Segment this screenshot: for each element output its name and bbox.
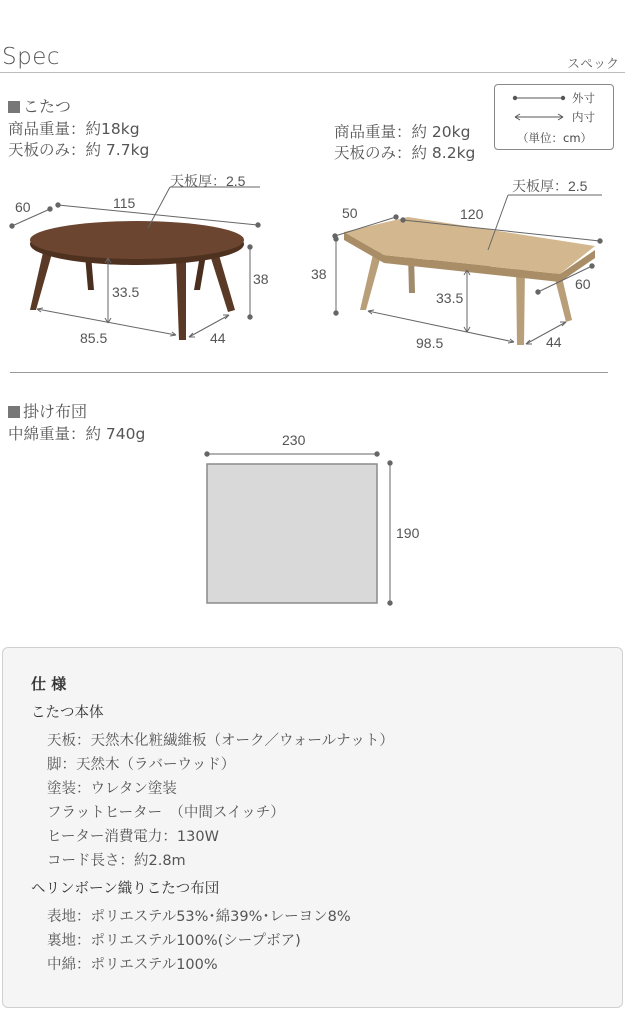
futon-shape	[207, 464, 377, 603]
legend-unit: （単位：cm）	[517, 131, 593, 145]
futon-diagram	[200, 445, 400, 615]
right-dim-inner-depth: 44	[546, 334, 562, 350]
right-table-leg	[516, 267, 525, 345]
spec-group-title: ヘリンボーン織りこたつ布団	[31, 881, 220, 897]
right-table-diagram	[300, 170, 620, 360]
legend-inner: 内寸	[572, 110, 595, 124]
spec-item: 中綿：ポリエステル100%	[47, 957, 218, 973]
right-dim-depth-side: 60	[575, 276, 591, 292]
left-weight: 商品重量：約18kg	[8, 120, 140, 138]
right-top-weight: 天板のみ：約 8.2kg	[334, 144, 476, 162]
spec-item: ヒーター消費電力：130W	[47, 829, 219, 845]
right-dim-clearance: 33.5	[436, 290, 464, 306]
spec-group-title: こたつ本体	[31, 705, 104, 721]
left-dim-width: 115	[113, 195, 136, 211]
left-top-weight: 天板のみ：約 7.7kg	[8, 141, 150, 159]
spec-panel	[2, 647, 623, 1008]
futon-heading-label: 掛け布団	[23, 402, 88, 421]
page-title: Spec	[2, 44, 60, 70]
left-dim-inner-width: 85.5	[80, 330, 108, 346]
left-thickness: 天板厚：2.5	[170, 173, 246, 189]
dimension-legend	[494, 84, 614, 150]
kotatsu-heading-label: こたつ	[23, 97, 72, 116]
spec-item: 裏地：ポリエステル100%(シープボア)	[47, 933, 301, 949]
spec-item: 表地：ポリエステル53%･綿39%･レーヨン8%	[47, 909, 351, 925]
spec-heading: 仕 様	[31, 675, 67, 693]
left-table-leg	[176, 260, 186, 340]
right-dim-inner-width: 98.5	[416, 335, 444, 351]
left-dim-height: 38	[253, 271, 269, 287]
square-bullet-icon	[8, 406, 20, 418]
left-dim-depth: 60	[15, 199, 31, 215]
right-weight: 商品重量：約 20kg	[334, 123, 471, 141]
square-bullet-icon	[8, 101, 20, 113]
right-dim-width: 120	[460, 206, 484, 222]
spec-item: フラットヒーター （中間スイッチ）	[47, 805, 285, 821]
spec-item: コード長さ：約2.8m	[47, 853, 186, 869]
right-thickness: 天板厚：2.5	[512, 178, 588, 194]
futon-heading	[8, 399, 87, 422]
left-table-top	[30, 221, 244, 259]
left-dim-clearance: 33.5	[112, 284, 140, 300]
futon-dim-height: 190	[396, 525, 420, 541]
section-divider	[10, 372, 608, 373]
left-table-leg	[30, 248, 53, 310]
kotatsu-heading	[8, 94, 71, 117]
legend-outer: 外寸	[572, 91, 595, 105]
left-table-leg	[210, 255, 235, 312]
spec-item: 塗装：ウレタン塗装	[47, 781, 177, 797]
spec-item: 脚：天然木（ラバーウッド）	[47, 757, 236, 773]
futon-weight: 中綿重量：約 740g	[8, 425, 146, 443]
spec-item: 天板：天然木化粧繊維板（オーク／ウォールナット）	[47, 733, 394, 749]
right-dim-depth-top: 50	[342, 205, 358, 221]
right-dim-height: 38	[311, 266, 327, 282]
futon-dim-width: 230	[282, 432, 306, 448]
page-subtitle: スペック	[566, 57, 619, 72]
left-table-diagram	[0, 160, 300, 360]
header-divider	[0, 72, 625, 73]
left-dim-inner-depth: 44	[210, 330, 226, 346]
